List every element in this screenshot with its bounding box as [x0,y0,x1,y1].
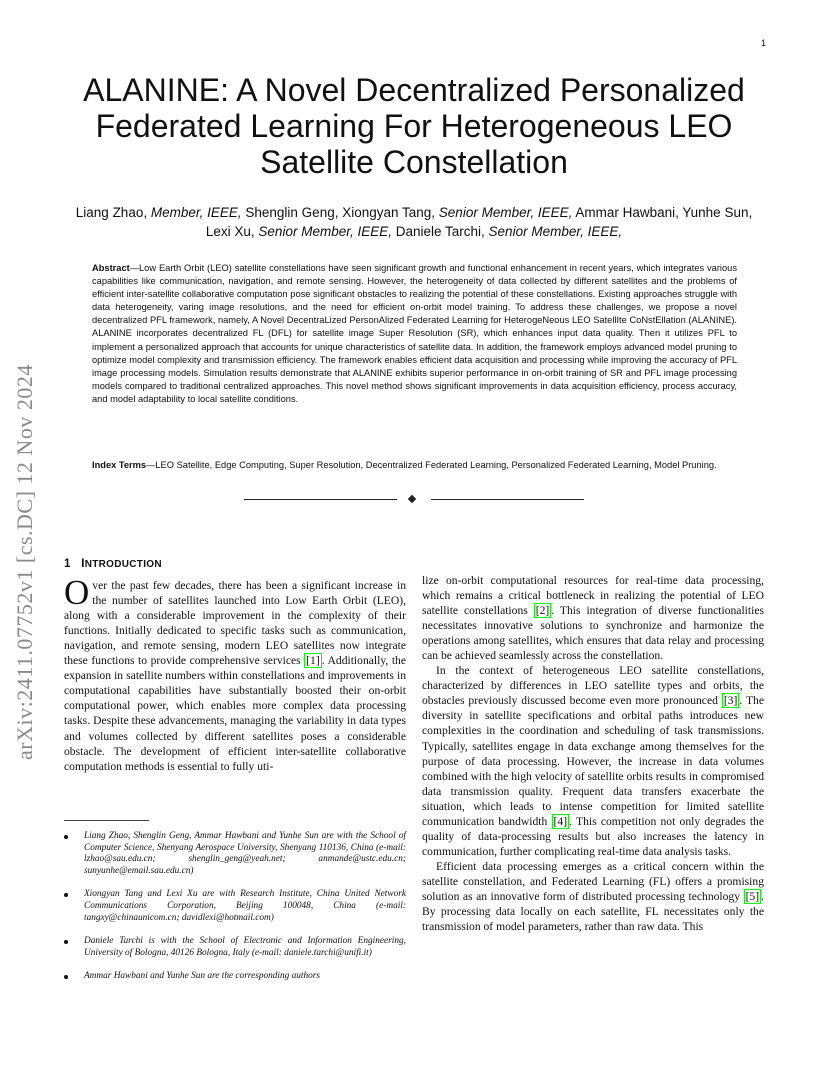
paragraph [422,663,764,859]
paper-title: ALANINE: A Novel Decentralized Personalized Federated Learning For Heterogeneous LEO Satellite Constellation [83,72,745,180]
author-name: Liang Zhao, [75,205,151,220]
bullet-icon [64,975,68,979]
footnote-text: Liang Zhao, Shenglin Geng, Ammar Hawbani and Yunhe Sun are with the School of Computer Science, Shenyang Aerospace University, Shenyang 110136, China (e-mail: lzhao@sau.edu.cn; shenglin_geng@yeah.net; anmande@ustc.edu.cn; sunyunhe@email.sau.edu.cn) [84,831,406,876]
paragraph-text: . This integration of diverse functionalities necessitates innovative solutions to synchronize and harmonize the operations among satellites, which ensures that data relay and processing can be achieved seamlessly across the constellation. [422,604,764,663]
citation-link[interactable]: [1] [306,654,320,668]
paragraph-text: Efficient data processing emerges as a critical concern within the satellite constellation, and Federated Learning (FL) offers a promising solution as an innovative form of distributed processing technology [422,859,764,903]
footnote-text: Daniele Tarchi is with the School of Electronic and Information Engineering, University of Bologna, 40126 Bologna, Italy (e-mail: daniele.tarchi@unifi.it) [84,936,406,958]
left-column [64,557,406,774]
author-name: Shenglin Geng, Xiongyan Tang, [241,205,439,220]
separator-line-right [431,499,584,500]
bullet-icon [64,893,68,897]
abstract [92,262,737,406]
abstract-text: —Low Earth Orbit (LEO) satellite constellations have seen significant growth and functional enhancement in recent years, which integrates various capabilities like communication, navigation, and remote sensing. However, the heterogeneity of data collected by different satellites and the problems of efficient inter-satellite collaborative computation pose significant obstacles to realizing the potential of these constellations. Existing approaches struggle with data heterogeneity, varing image resolutions, and the need for efficient on-orbit model training. To address these challenges, we propose a novel decentralized PFL framework, namely, A Novel DecentraLized PersonAlized Federated Learning for HeterogeNeous LEO SatellIte CoNstEllation (ALANINE). ALANINE incorporates decentralized FL (DFL) for satellite image Super Resolution (SR), which enhances input data quality. Then it utilizes PFL to implement a personalized approach that accounts for unique characteristics of satellite data. In addition, the framework employs advanced model pruning to optimize model complexity and transmission efficiency. The framework enables efficient data acquisition and processing while improving the accuracy of PFL image processing models. Simulation results demonstrate that ALANINE exhibits superior performance in on-orbit training of SR and PFL image processing models compared to traditional centralized approaches. This novel method shows significant improvements in data acquisition efficiency, process accuracy, and model adaptability to local satellite conditions. [92,263,737,404]
footnote [64,831,406,877]
footnote-text: Ammar Hawbani and Yunhe Sun are the corresponding authors [84,971,321,982]
citation-link[interactable]: [3] [723,694,738,708]
footnote [64,936,406,959]
page-number: 1 [760,38,766,48]
footnote-rule [64,820,149,821]
author-name: Ammar Hawbani, Yunhe Sun, Lexi Xu, [205,205,753,239]
paragraph [422,859,764,934]
paragraph-text: . This competition not only degrades the quality of data-processing results but also increases the latency in communication, further complicating real-time data analysis tasks. [422,814,764,858]
separator-diamond-icon [408,495,416,503]
section-number: 1 [64,558,71,570]
section-title-rest: NTRODUCTION [84,559,162,570]
bullet-icon [64,940,68,944]
index-terms-text: —LEO Satellite, Edge Computing, Super Resolution, Decentralized Federated Learning, Personalized Federated Learning, Model Pruning. [146,460,717,470]
index-terms-label: Index Terms [92,460,147,470]
citation-link[interactable]: [4] [553,814,568,828]
author-role: Senior Member, IEEE, [488,224,623,239]
citation-link[interactable]: [2] [535,604,550,618]
paragraph-text: . By processing data locally on each satellite, FL necessitates only the transmission of model parameters, rather than raw data. This [422,889,764,934]
separator-line-left [244,499,397,500]
footnote-text: Xiongyan Tang and Lexi Xu are with Research Institute, China United Network Communications Corporation, Beijing 100048, China (e-mail: tangxy@chinaunicom.cn; davidlexi@hotmail.com) [84,889,406,923]
author-role: Senior Member, IEEE, [438,205,573,220]
paragraph [422,573,764,663]
paragraph-text: ver the past few decades, there has been a significant increase in the number of satellites launched into Low Earth Orbit (LEO), along with a considerable improvement in the complexity of their functions. Initially dedicated to specific tasks such as communication, navigation, and remote sensing, modern LEO satellites now integrate these functions to provide comprehensive services [64,579,406,668]
author-role: Member, IEEE, [150,205,242,220]
paragraph-text: lize on-orbit computational resources for real-time data processing, which remains a critical bottleneck in realizing the potential of LEO satellite constellations [422,574,764,618]
bullet-icon [64,835,68,839]
section-title-initial: I [81,558,85,570]
section-separator [244,498,584,502]
footnote [64,889,406,924]
drop-cap: O [64,573,90,613]
author-list [70,203,758,241]
index-terms [92,459,737,472]
arxiv-identifier: arXiv:2411.07752v1 [cs.DC] 12 Nov 2024 [12,364,37,760]
footnote [64,971,406,983]
section-heading [64,557,406,572]
author-role: Senior Member, IEEE, [258,224,392,239]
footnotes [64,831,406,995]
abstract-label: Abstract [92,263,130,273]
right-column [422,573,764,934]
paragraph-text: . Additionally, the expansion in satellite numbers within constellations and improvements in computational capabilities have substantially boosted their on-orbit computational power, which enables more complex data processing tasks. Despite these advancements, managing the variability in data types and volumes collected by different satellites poses a considerable obstacle. The development of efficient inter-satellite collaborative computation methods is essential to fully uti- [64,654,406,773]
paragraph-text: In the context of heterogeneous LEO satellite constellations, characterized by differences in LEO satellite types and orbits, the obstacles previously discussed become even more pronounced [422,664,764,708]
paragraph-text: . The diversity in satellite specifications and orbital paths introduces new complexities in the coordination and scheduling of task transmissions. Typically, satellites engage in data exchange among themselves for the purpose of data processing. However, the increase in data volumes combined with the high velocity of satellite orbits results in compromised data transmission quality. Frequent data transfers exacerbate the situation, which leads to intense competition for limited satellite communication bandwidth [422,694,764,828]
citation-link[interactable]: [5] [745,889,760,903]
author-name: Daniele Tarchi, [391,224,489,239]
paragraph [64,573,406,774]
